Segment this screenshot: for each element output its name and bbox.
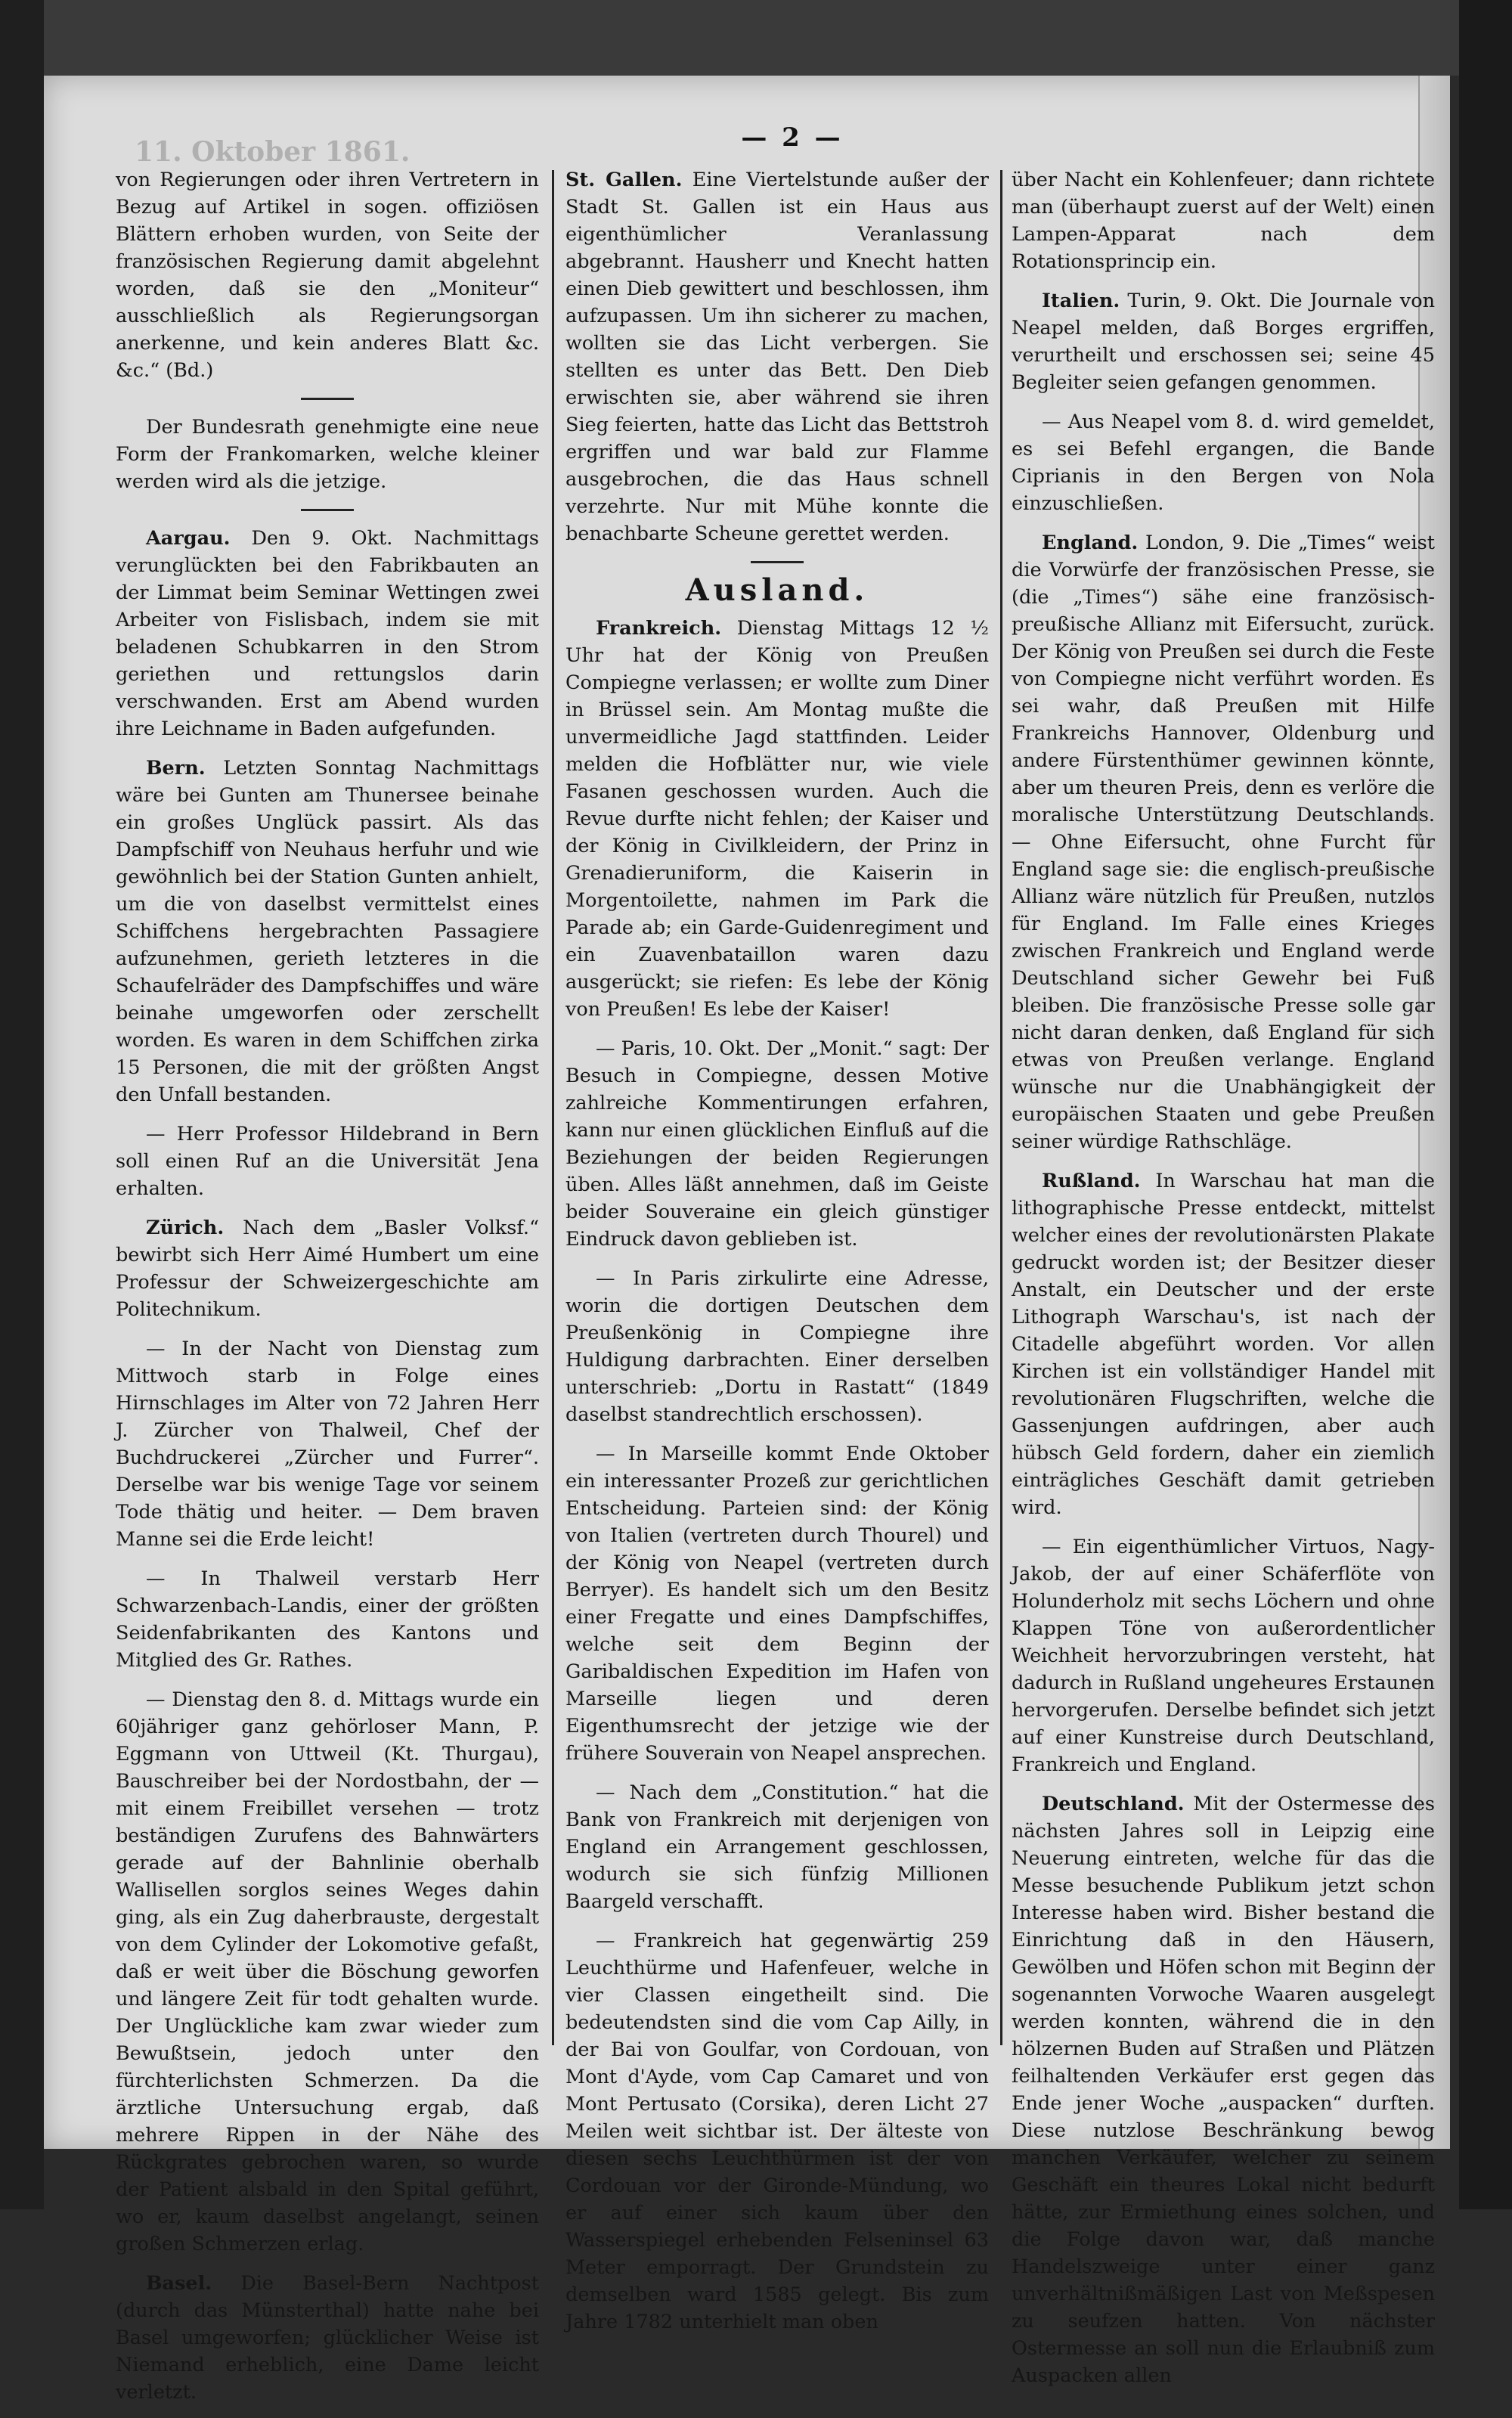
article-text: — Dienstag den 8. d. Mittags wurde ein 60jähriger ganz gehörloser Mann, P. Eggmann von Uttweil (Kt. Thurgau), Bauschreiber bei der Nordostbahn, der — mit einem Freibillet versehen — trotz beständigen Zurufens des Bahnwärters gerade auf der Bahnlinie oberhalb Wallisellen sorglos seines Weges dahin ging, als ein Zug daherbrauste, dergestalt von dem Cylinder der Lokomotive gefaßt, daß er weit über die Böschung geworfen und längere Zeit für todt gehalten wurde. Der Unglückliche kam zwar wieder zum Bewußtsein, jedoch unter den fürchterlichsten Schmerzen. Da die ärztliche Untersuchung ergab, daß mehrere Rippen in der Nähe des Rückgrates gebrochen waren, so wurde der Patient alsbald in den Spital geführt, wo er, kaum daselbst angelangt, seinen großen Schmerzen erlag. xyxy=(116,1688,539,2255)
article-text: Eine Viertelstunde außer der Stadt St. Gallen ist ein Haus aus eigenthümlicher Veranlassung abgebrannt. Hausherr und Knecht hatten einen Dieb gewittert und beschlossen, ihm aufzupassen. Um ihn sicherer zu machen, wollten sie das Licht verbergen. Sie stellten es unter das Bett. Den Dieb erwischten sie, aber während sie ihren Sieg feierten, hatte das Licht das Bettstroh ergriffen und war bald zur Flamme ausgebrochen, die das Haus schnell verzehrte. Nur mit Mühe konnte die benachbarte Scheune gerettet werden. xyxy=(565,169,989,545)
article-text: — In Thalweil verstarb Herr Schwarzenbach-Landis, einer der größten Seidenfabrikanten des Kantons und Mitglied des Gr. Rathes. xyxy=(116,1567,539,1672)
article-paragraph xyxy=(1012,1533,1435,1778)
article-paragraph xyxy=(565,166,989,547)
article-text: — Herr Professor Hildebrand in Bern soll einen Ruf an die Universität Jena erhalten. xyxy=(116,1123,539,1200)
article-dateline: Rußland. xyxy=(1042,1170,1141,1192)
column-1 xyxy=(116,166,539,2418)
article-paragraph xyxy=(565,615,989,1023)
article-divider xyxy=(301,398,354,400)
article-paragraph xyxy=(1012,529,1435,1155)
article-text: — Paris, 10. Okt. Der „Monit.“ sagt: Der Besuch in Compiegne, dessen Motive zahlreiche Kommentirungen erfahren, kann nur einen glücklichen Einfluß auf die Beziehungen der beiden Regierungen üben. Alles läßt annehmen, daß im Geiste beider Souveraine ein gleich günstiger Eindruck davon geblieben ist. xyxy=(565,1037,989,1251)
article-dateline: Zürich. xyxy=(146,1217,225,1239)
article-text: Der Bundesrath genehmigte eine neue Form der Frankomarken, welche kleiner werden wird als die jetzige. xyxy=(116,416,539,493)
article-text: London, 9. Die „Times“ weist die Vorwürfe der französischen Presse, sie (die „Times“) sähe eine französisch-preußische Allianz mit Eifersucht, zurück. Der König von Preußen sei durch die Feste von Compiegne nicht verführt worden. Es sei wahr, daß Preußen mit Hilfe Frankreichs Hannover, Oldenburg und andere Fürstenthümer gewinnen könnte, aber um theuren Preis, denn es verlöre die moralische Unterstützung Deutschlands. — Ohne Eifersucht, ohne Furcht für England sage sie: die englisch-preußische Allianz wäre nützlich für Preußen, nutzlos für England. Im Falle eines Krieges zwischen Frankreich und England werde Deutschland sicher Gewehr bei Fuß bleiben. Die französische Presse solle gar nicht daran denken, daß England für sich etwas von Preußen verlange. England wünsche nur die Unabhängigkeit der europäischen Staaten und gebe Preußen seiner würdige Rathschläge. xyxy=(1012,532,1435,1153)
article-text: Letzten Sonntag Nachmittags wäre bei Gunten am Thunersee beinahe ein großes Unglück passirt. Als das Dampfschiff von Neuhaus herfuhr und wie gewöhnlich bei der Station Gunten anhielt, um die von daselbst vermittelst eines Schiffchens hergebrachten Passagiere aufzunehmen, gerieth letzteres in die Schaufelräder des Dampfschiffes und wäre beinahe umgeworfen oder zerschellt worden. Es waren in dem Schiffchen zirka 15 Personen, die mit der größten Angst den Unfall bestanden. xyxy=(116,757,539,1106)
article-paragraph xyxy=(1012,287,1435,396)
article-paragraph xyxy=(1012,1790,1435,2389)
article-dateline: England. xyxy=(1042,532,1139,554)
article-paragraph xyxy=(116,755,539,1108)
scanner-background-left xyxy=(0,0,44,2209)
newspaper-page xyxy=(44,76,1450,2404)
article-dateline: Deutschland. xyxy=(1042,1793,1185,1815)
article-text: — Nach dem „Constitution.“ hat die Bank von Frankreich mit derjenigen von England ein Arrangement geschlossen, wodurch sie sich fünfzig Millionen Baargeld verschafft. xyxy=(565,1781,989,1913)
article-paragraph xyxy=(1012,166,1435,275)
article-text: — In Marseille kommt Ende Oktober ein interessanter Prozeß zur gerichtlichen Entscheidung. Parteien sind: der König von Italien (vertreten durch Thourel) und der König von Neapel (vertreten durch Berryer). Es handelt sich um den Besitz einer Fregatte und eines Dampfschiffes, welche seit dem Beginn der Garibaldischen Expedition im Hafen von Marseille liegen und deren Eigenthumsrecht der jetzige wie der frühere Souverain von Neapel ansprechen. xyxy=(565,1443,989,1765)
article-text: — Ein eigenthümlicher Virtuos, Nagy-Jakob, der auf einer Schäferflöte von Holunderholz mit sechs Löchern und ohne Klappen Töne von außerordentlicher Weichheit hervorzubringen versteht, hat dadurch in Rußland ungeheures Erstaunen hervorgerufen. Derselbe befindet sich jetzt auf einer Kunstreise durch Deutschland, Frankreich und England. xyxy=(1012,1536,1435,1776)
article-divider xyxy=(301,509,354,511)
column-3 xyxy=(1012,166,1435,2401)
article-paragraph xyxy=(116,525,539,742)
article-paragraph xyxy=(116,1565,539,1674)
article-dateline: Frankreich. xyxy=(596,617,722,640)
scanner-background-top xyxy=(0,0,1512,76)
bleed-through-header: 11. Oktober 1861. xyxy=(135,136,411,168)
article-text: Den 9. Okt. Nachmittags verunglückten bei den Fabrikbauten an der Limmat beim Seminar Wettingen zwei Arbeiter von Fislisbach, indem sie mit beladenen Schubkarren in den Strom geriethen und rettungslos darin verschwanden. Erst am Abend wurden ihre Leichname in Baden aufgefunden. xyxy=(116,527,539,740)
article-text: — In der Nacht von Dienstag zum Mittwoch starb in Folge eines Hirnschlages im Alter von 72 Jahren Herr J. Zürcher von Thalweil, Chef der Buchdruckerei „Zürcher und Furrer“. Derselbe war bis wenige Tage vor seinem Tode thätig und heiter. — Dem braven Manne sei die Erde leicht! xyxy=(116,1338,539,1551)
article-text: — Frankreich hat gegenwärtig 259 Leuchthürme und Hafenfeuer, welche in vier Classen eingetheilt sind. Die bedeutendsten sind die vom Cap Ailly, in der Bai von Goulfar, von Cordouan, von Mont d'Ayde, vom Cap Camaret und von Mont Pertusato (Corsika), deren Licht 27 Meilen weit sichtbar ist. Der älteste von diesen sechs Leuchthürmen ist der von Cordouan vor der Gironde-Mündung, wo er auf einer sich kaum über den Wasserspiegel erhebenden Felseninsel 63 Meter emporragt. Der Grundstein zu demselben ward 1585 gelegt. Bis zum Jahre 1782 unterhielt man oben xyxy=(565,1930,989,2333)
article-dateline: Aargau. xyxy=(146,527,231,550)
column-rule-1 xyxy=(552,170,554,2045)
article-text: von Regierungen oder ihren Vertretern in Bezug auf Artikel in sogen. offiziösen Blättern erhoben wurden, von Seite der französischen Regierung damit abgelehnt worden, daß sie den „Moniteur“ ausschließlich als Regierungsorgan anerkenne, und kein anderes Blatt &c. &c.“ (Bd.) xyxy=(116,169,539,382)
article-dateline: Basel. xyxy=(146,2272,212,2295)
article-text: Dienstag Mittags 12 ½ Uhr hat der König von Preußen Compiegne verlassen; er wollte zum Diner in Brüssel sein. Am Montag mußte die unvermeidliche Jagd stattfinden. Leider melden die Hofblätter nur, wie viele Fasanen geschossen wurden. Auch die Revue durfte nicht fehlen; der Kaiser und der König in Civilkleidern, der Prinz in Grenadieruniform, die Kaiserin in Morgentoilette, nahmen im Park die Parade ab; ein Garde-Guidenregiment und ein Zuavenbataillon waren dazu ausgerückt; sie riefen: Es lebe der König von Preußen! Es lebe der Kaiser! xyxy=(565,617,989,1021)
article-paragraph xyxy=(1012,1167,1435,1521)
article-dateline: Italien. xyxy=(1042,290,1120,312)
article-text: — In Paris zirkulirte eine Adresse, worin die dortigen Deutschen dem Preußenkönig in Compiegne ihre Huldigung darbrachten. Einer derselben unterschrieb: „Dortu in Rastatt“ (1849 daselbst standrechtlich erschossen). xyxy=(565,1267,989,1426)
article-paragraph xyxy=(565,1265,989,1428)
scanner-background-right xyxy=(1459,0,1512,2209)
article-paragraph xyxy=(565,1035,989,1253)
article-text: Turin, 9. Okt. Die Journale von Neapel melden, daß Borges ergriffen, verurtheilt und erschossen sei; seine 45 Begleiter seien gefangen genommen. xyxy=(1012,290,1435,394)
article-paragraph xyxy=(565,1440,989,1767)
article-paragraph xyxy=(1012,408,1435,517)
article-paragraph xyxy=(116,1214,539,1323)
page-number: — 2 — xyxy=(741,122,844,153)
article-text: Mit der Ostermesse des nächsten Jahres soll in Leipzig eine Neuerung eintreten, welche für das die Messe besuchende Publikum jetzt schon Interesse haben wird. Bisher bestand die Einrichtung daß in den Häusern, Gewölben und Höfen schon mit Beginn der sogenannten Vorwoche Waaren ausgelegt werden konnten, während die in den hölzernen Buden auf Straßen und Plätzen feilhaltenden Verkäufer erst gegen das Ende jener Woche „auspacken“ durften. Diese nutzlose Beschränkung bewog manchen Verkäufer, welcher zu seinem Geschäft ein theures Lokal nicht bedurft hätte, zur Ermiethung eines solchen, und die Folge davon war, daß manche Handelszweige unter einer ganz unverhältnißmäßigen Last von Meßspesen zu seufzen hatten. Von nächster Ostermesse an soll nun die Erlaubniß zum Auspacken allen xyxy=(1012,1793,1435,2387)
article-dateline: Bern. xyxy=(146,757,206,780)
article-text: über Nacht ein Kohlenfeuer; dann richtete man (überhaupt zuerst auf der Welt) einen Lampen-Apparat nach dem Rotationsprincip ein. xyxy=(1012,169,1435,273)
column-rule-2 xyxy=(1000,170,1002,2045)
article-paragraph xyxy=(116,2270,539,2406)
section-divider xyxy=(751,561,804,563)
section-heading: Ausland. xyxy=(685,572,869,608)
article-text: Nach dem „Basler Volksf.“ bewirbt sich Herr Aimé Humbert um eine Professur der Schweizergeschichte am Politechnikum. xyxy=(116,1217,539,1321)
article-text: In Warschau hat man die lithographische Presse entdeckt, mittelst welcher eines der revolutionärsten Plakate gedruckt worden ist; der Besitzer dieser Anstalt, ein Deutscher und der erste Lithograph Warschau's, ist nach der Citadelle abgeführt worden. Vor allen Kirchen ist ein vollständiger Handel mit revolutionären Flugschriften, welche die Gassenjungen aufdringen, aber auch hübsch Geld fordern, daher ein ziemlich einträgliches Geschäft damit getrieben wird. xyxy=(1012,1170,1435,1519)
column-2 xyxy=(565,166,989,2348)
article-paragraph xyxy=(565,1927,989,2336)
article-dateline: St. Gallen. xyxy=(565,169,683,191)
article-paragraph xyxy=(116,1686,539,2258)
article-paragraph xyxy=(116,1121,539,1202)
article-paragraph xyxy=(116,166,539,384)
article-paragraph xyxy=(116,414,539,495)
article-text: Die Basel-Bern Nachtpost (durch das Münsterthal) hatte nahe bei Basel umgeworfen; glücklicher Weise ist Niemand erheblich, eine Dame leicht verletzt. xyxy=(116,2272,539,2404)
article-text: — Aus Neapel vom 8. d. wird gemeldet, es sei Befehl ergangen, die Bande Ciprianis in den Bergen von Nola einzuschließen. xyxy=(1012,411,1435,515)
article-paragraph xyxy=(565,1779,989,1915)
article-paragraph xyxy=(116,1335,539,1553)
